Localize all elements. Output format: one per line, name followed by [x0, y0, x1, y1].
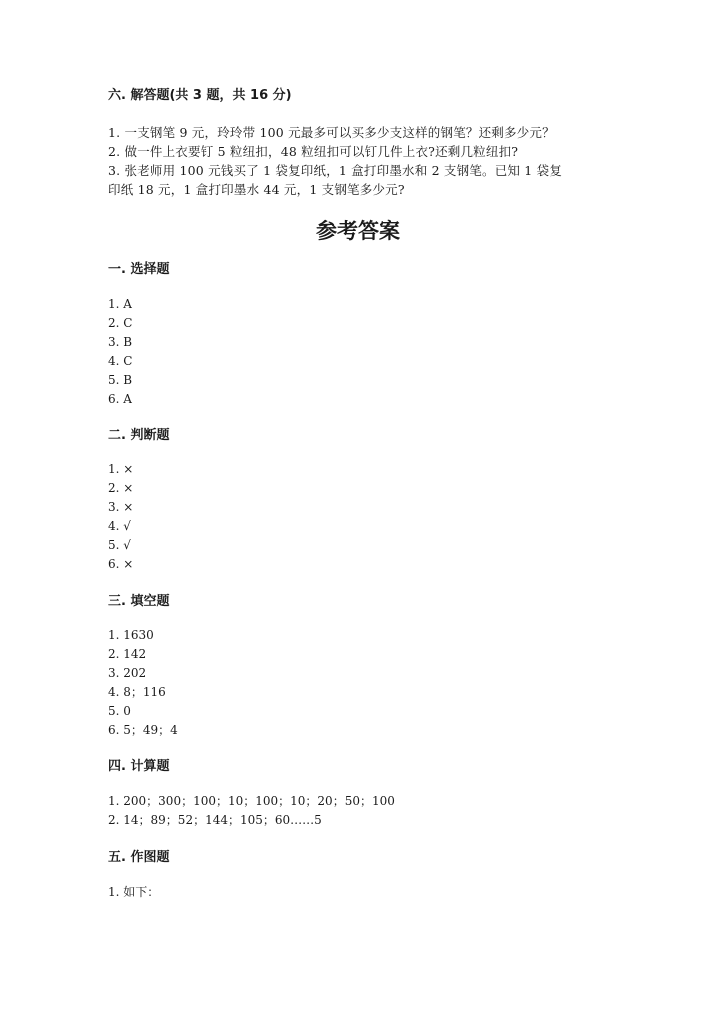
- question-line: 印纸 18 元，1 盒打印墨水 44 元，1 支钢笔多少元?: [108, 182, 405, 197]
- answer-item: 5. √: [108, 538, 131, 552]
- answer-section-heading: 四. 计算题: [108, 759, 170, 774]
- answer-item: 5. 0: [108, 704, 131, 718]
- answer-item: 6. A: [108, 392, 132, 406]
- answer-item: 5. B: [108, 373, 133, 387]
- answer-list: [108, 460, 133, 574]
- answer-list: [108, 295, 132, 409]
- answer-item: 2. 14；89；52；144；105；60……5: [108, 813, 322, 827]
- answers-title: 参考答案: [316, 219, 400, 243]
- answer-item: 2. C: [108, 316, 133, 330]
- question-line: 2. 做一件上衣要钉 5 粒纽扣，48 粒纽扣可以钉几件上衣?还剩几粒纽扣?: [108, 144, 519, 159]
- answer-section-heading: 二. 判断题: [108, 428, 170, 443]
- section-6-heading: 六. 解答题(共 3 题，共 16 分): [108, 88, 292, 103]
- answer-item: 3. ×: [108, 500, 134, 514]
- answer-item: 6. ×: [108, 557, 134, 571]
- answer-item: 4. C: [108, 354, 133, 368]
- answer-item: 4. 8；116: [108, 685, 166, 699]
- answer-section-heading: 五. 作图题: [108, 850, 170, 865]
- answer-item: 1. 1630: [108, 628, 154, 642]
- answer-list: [108, 626, 178, 740]
- question-line: 3. 张老师用 100 元钱买了 1 袋复印纸，1 盒打印墨水和 2 支钢笔。已知 1 袋复: [108, 163, 563, 178]
- answer-section-heading: 一. 选择题: [108, 262, 170, 277]
- answer-item: 3. 202: [108, 666, 147, 680]
- section-6-questions: [108, 123, 608, 199]
- answer-item: 3. B: [108, 335, 133, 349]
- answer-item: 1. ×: [108, 462, 134, 476]
- question-line: 1. 一支钢笔 9 元，玲玲带 100 元最多可以买多少支这样的钢笔？还剩多少元？: [108, 125, 555, 140]
- answer-list: [108, 883, 159, 902]
- answer-section-heading: 三. 填空题: [108, 594, 170, 609]
- answer-item: 1. A: [108, 297, 132, 311]
- answer-item: 1. 200；300；100；10；100；10；20；50；100: [108, 794, 395, 808]
- answer-item: 2. 142: [108, 647, 147, 661]
- answer-item: 1. 如下：: [108, 885, 160, 899]
- answer-item: 6. 5；49；4: [108, 723, 178, 737]
- answer-item: 2. ×: [108, 481, 134, 495]
- answer-list: [108, 792, 395, 830]
- answer-item: 4. √: [108, 519, 131, 533]
